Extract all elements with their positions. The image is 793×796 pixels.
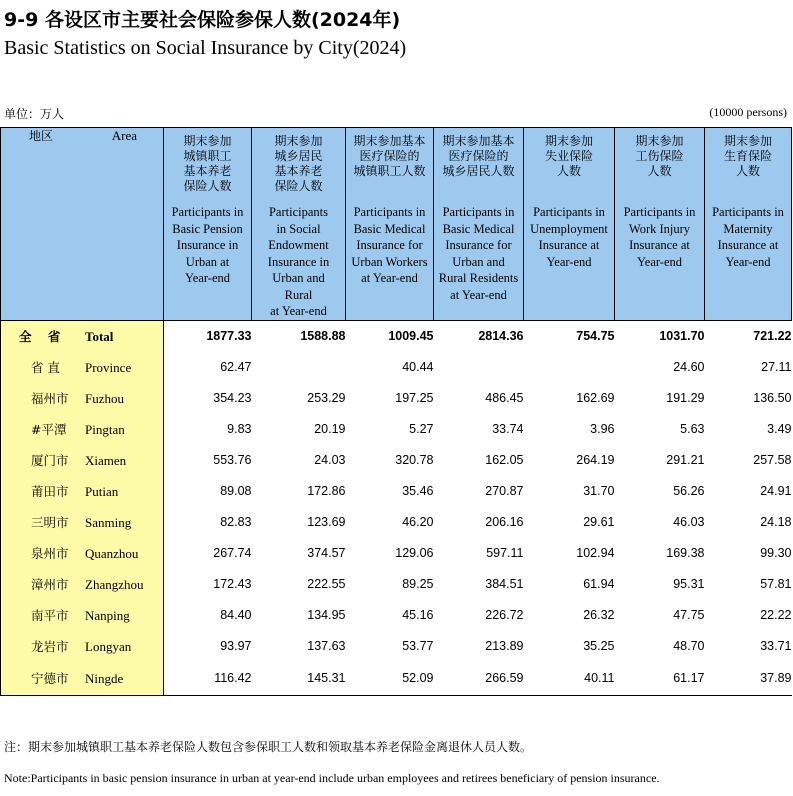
value-cell: 226.72 [485, 608, 524, 622]
value-cell: 3.49 [767, 422, 792, 436]
value-cell: 266.59 [434, 662, 524, 696]
value-cell: 9.83 [227, 422, 252, 436]
column-header-en: Participants in Social Endowment Insurance in Urban and Rural at Year-end [267, 205, 330, 318]
value-cell: 136.50 [753, 391, 792, 405]
column-header-en: Participants in Maternity Insurance at Year-end [712, 205, 784, 269]
value-cell: 40.11 [524, 662, 615, 696]
region-cell [1, 569, 164, 600]
table-row [1, 352, 792, 383]
value-cell: 597.11 [486, 546, 524, 560]
value-cell: 116.42 [164, 662, 252, 696]
value-cell: 61.17 [615, 662, 705, 696]
value-cell: 162.69 [576, 391, 615, 405]
table-row [1, 476, 792, 507]
value-cell: 486.45 [485, 391, 524, 405]
page-title-en: Basic Statistics on Social Insurance by City(2024) [4, 37, 407, 59]
value-cell: 354.23 [213, 391, 252, 405]
table-row [1, 414, 792, 445]
region-name-en: Xiamen [85, 453, 127, 468]
value-cell: 22.22 [760, 608, 792, 622]
value-cell [434, 352, 524, 383]
value-cell: 84.40 [220, 608, 252, 622]
value-cell: 24.91 [760, 484, 792, 498]
value-cell: 374.57 [307, 546, 346, 560]
region-name-en: Fuzhou [85, 391, 124, 406]
column-header-4 [434, 128, 524, 321]
region-name-cn: 省 直 [31, 360, 60, 375]
region-name-cn: 泉州市 [31, 546, 69, 561]
value-cell: 2814.36 [434, 320, 524, 352]
region-name-cn: 全 省 [19, 329, 67, 344]
value-cell: 384.51 [485, 577, 524, 591]
column-header-7 [705, 128, 792, 321]
value-cell: 5.63 [680, 422, 705, 436]
value-cell: 553.76 [213, 453, 252, 467]
region-name-en: Zhangzhou [85, 577, 144, 592]
region-name-cn: 厦门市 [31, 453, 69, 468]
value-cell: 1009.45 [346, 320, 434, 352]
value-cell: 191.29 [666, 391, 705, 405]
table-row [1, 600, 792, 631]
value-cell: 82.83 [220, 515, 252, 529]
value-cell: 35.25 [583, 639, 615, 653]
value-cell: 89.25 [402, 577, 434, 591]
region-name-en: Province [85, 360, 132, 375]
value-cell: 27.11 [761, 360, 792, 374]
region-name-en: Putian [85, 484, 119, 499]
page-title-cn: 9-9 各设区市主要社会保险参保人数(2024年) [4, 9, 401, 31]
table-row-total [1, 320, 792, 352]
value-cell: 291.21 [666, 453, 705, 467]
value-cell: 53.77 [402, 639, 434, 653]
region-cell [1, 320, 164, 352]
value-cell: 267.74 [213, 546, 252, 560]
value-cell: 46.03 [673, 515, 705, 529]
column-header-cn: 期末参加 失业保险 人数 [544, 134, 593, 178]
region-header-en: Area [111, 128, 137, 143]
column-header-cn: 期末参加基本 医疗保险的 城乡居民人数 [442, 134, 515, 178]
value-cell: 264.19 [576, 453, 615, 467]
footnote-cn: 注：期末参加城镇职工基本养老保险人数包含参保职工人数和领取基本养老保险金离退休人员人数。 [4, 740, 533, 754]
region-name-en: Longyan [85, 639, 132, 654]
column-header-en: Participants in Unemployment Insurance at Year-end [530, 205, 608, 269]
footnote-en: Note:Participants in basic pension insurance in urban at year-end include urban employees and retirees beneficiary of pension insurance. [4, 771, 660, 785]
table-row [1, 569, 792, 600]
region-cell [1, 662, 164, 696]
region-name-en: Quanzhou [85, 546, 139, 561]
region-header-cn: 地区 [29, 129, 54, 143]
column-header-2 [252, 128, 346, 321]
column-header-5 [524, 128, 615, 321]
value-cell: 33.71 [760, 639, 792, 653]
value-cell: 270.87 [485, 484, 524, 498]
region-cell [1, 445, 164, 476]
column-header-cn: 期末参加 生育保险 人数 [723, 134, 772, 178]
value-cell: 24.03 [314, 453, 346, 467]
value-cell: 93.97 [220, 639, 252, 653]
value-cell: 172.43 [213, 577, 252, 591]
value-cell: 99.30 [760, 546, 792, 560]
table-row [1, 507, 792, 538]
column-header-6 [615, 128, 705, 321]
column-header-en: Participants in Basic Pension Insurance in Urban at Year-end [171, 205, 244, 285]
value-cell: 35.46 [402, 484, 434, 498]
region-name-cn: 宁德市 [31, 671, 69, 686]
value-cell: 145.31 [252, 662, 346, 696]
table-body [1, 320, 792, 695]
region-name-en: Sanming [85, 515, 132, 530]
value-cell: 754.75 [524, 320, 615, 352]
region-name-cn: 福州市 [31, 391, 69, 406]
value-cell: 172.86 [307, 484, 346, 498]
value-cell: 253.29 [307, 391, 346, 405]
table-row [1, 445, 792, 476]
region-cell [1, 414, 164, 445]
region-cell [1, 352, 164, 383]
table-row [1, 631, 792, 662]
column-header-1 [164, 128, 252, 321]
value-cell: 222.55 [307, 577, 346, 591]
value-cell: 320.78 [395, 453, 434, 467]
value-cell: 47.75 [673, 608, 705, 622]
region-cell [1, 507, 164, 538]
value-cell: 1588.88 [252, 320, 346, 352]
unit-label-cn: 单位：万人 [4, 107, 65, 121]
value-cell: 52.09 [346, 662, 434, 696]
region-name-cn: #平潭 [31, 422, 67, 437]
value-cell: 37.89 [705, 662, 792, 696]
region-name-cn: 莆田市 [31, 484, 69, 499]
value-cell: 62.47 [220, 360, 252, 374]
value-cell: 213.89 [485, 639, 524, 653]
region-name-cn: 南平市 [31, 608, 69, 623]
table-header-row [1, 128, 792, 321]
value-cell: 89.08 [220, 484, 252, 498]
region-name-en: Pingtan [85, 422, 125, 437]
value-cell: 26.32 [583, 608, 615, 622]
value-cell: 721.22 [705, 320, 792, 352]
value-cell: 197.25 [395, 391, 434, 405]
column-header-cn: 期末参加 工伤保险 人数 [635, 134, 684, 178]
value-cell: 56.26 [673, 484, 705, 498]
value-cell: 48.70 [673, 639, 705, 653]
region-cell [1, 383, 164, 414]
value-cell: 31.70 [583, 484, 615, 498]
value-cell: 61.94 [583, 577, 615, 591]
region-name-cn: 漳州市 [31, 577, 69, 592]
table-row [1, 662, 792, 696]
column-header-cn: 期末参加基本 医疗保险的 城镇职工人数 [353, 134, 426, 178]
value-cell: 1031.70 [615, 320, 705, 352]
value-cell: 137.63 [307, 639, 346, 653]
value-cell: 20.19 [314, 422, 346, 436]
table-row [1, 383, 792, 414]
value-cell: 257.58 [753, 453, 792, 467]
value-cell: 169.38 [666, 546, 705, 560]
column-header-en: Participants in Basic Medical Insurance for Urban Workers at Year-end [351, 205, 428, 285]
column-header-cn: 期末参加 城镇职工 基本养老 保险人数 [183, 134, 232, 193]
region-name-en: Ningde [85, 671, 124, 686]
region-name-en: Nanping [85, 608, 130, 623]
column-header-cn: 期末参加 城乡居民 基本养老 保险人数 [274, 134, 323, 193]
value-cell: 129.06 [395, 546, 434, 560]
value-cell: 40.44 [402, 360, 434, 374]
value-cell: 123.69 [307, 515, 346, 529]
region-cell [1, 538, 164, 569]
table-row [1, 538, 792, 569]
value-cell: 134.95 [307, 608, 346, 622]
value-cell: 57.81 [760, 577, 792, 591]
value-cell: 102.94 [576, 546, 615, 560]
value-cell [252, 352, 346, 383]
region-cell [1, 476, 164, 507]
value-cell: 45.16 [402, 608, 434, 622]
value-cell: 5.27 [409, 422, 434, 436]
region-name-en: Total [85, 329, 114, 344]
value-cell: 162.05 [485, 453, 524, 467]
region-cell [1, 600, 164, 631]
value-cell: 95.31 [673, 577, 705, 591]
statistics-table [0, 127, 792, 696]
value-cell: 3.96 [590, 422, 615, 436]
value-cell: 1877.33 [164, 320, 252, 352]
unit-label-en: (10000 persons) [709, 105, 787, 119]
region-name-cn: 龙岩市 [31, 639, 69, 654]
value-cell: 46.20 [402, 515, 434, 529]
value-cell: 206.16 [485, 515, 524, 529]
value-cell: 24.60 [673, 360, 705, 374]
value-cell: 33.74 [492, 422, 524, 436]
value-cell: 29.61 [583, 515, 615, 529]
region-name-cn: 三明市 [31, 515, 69, 530]
region-header [1, 128, 164, 321]
column-header-3 [346, 128, 434, 321]
value-cell [524, 352, 615, 383]
value-cell: 24.18 [760, 515, 792, 529]
region-cell [1, 631, 164, 662]
column-header-en: Participants in Work Injury Insurance at Year-end [623, 205, 696, 269]
column-header-en: Participants in Basic Medical Insurance for Urban and Rural Residents at Year-end [438, 205, 519, 302]
